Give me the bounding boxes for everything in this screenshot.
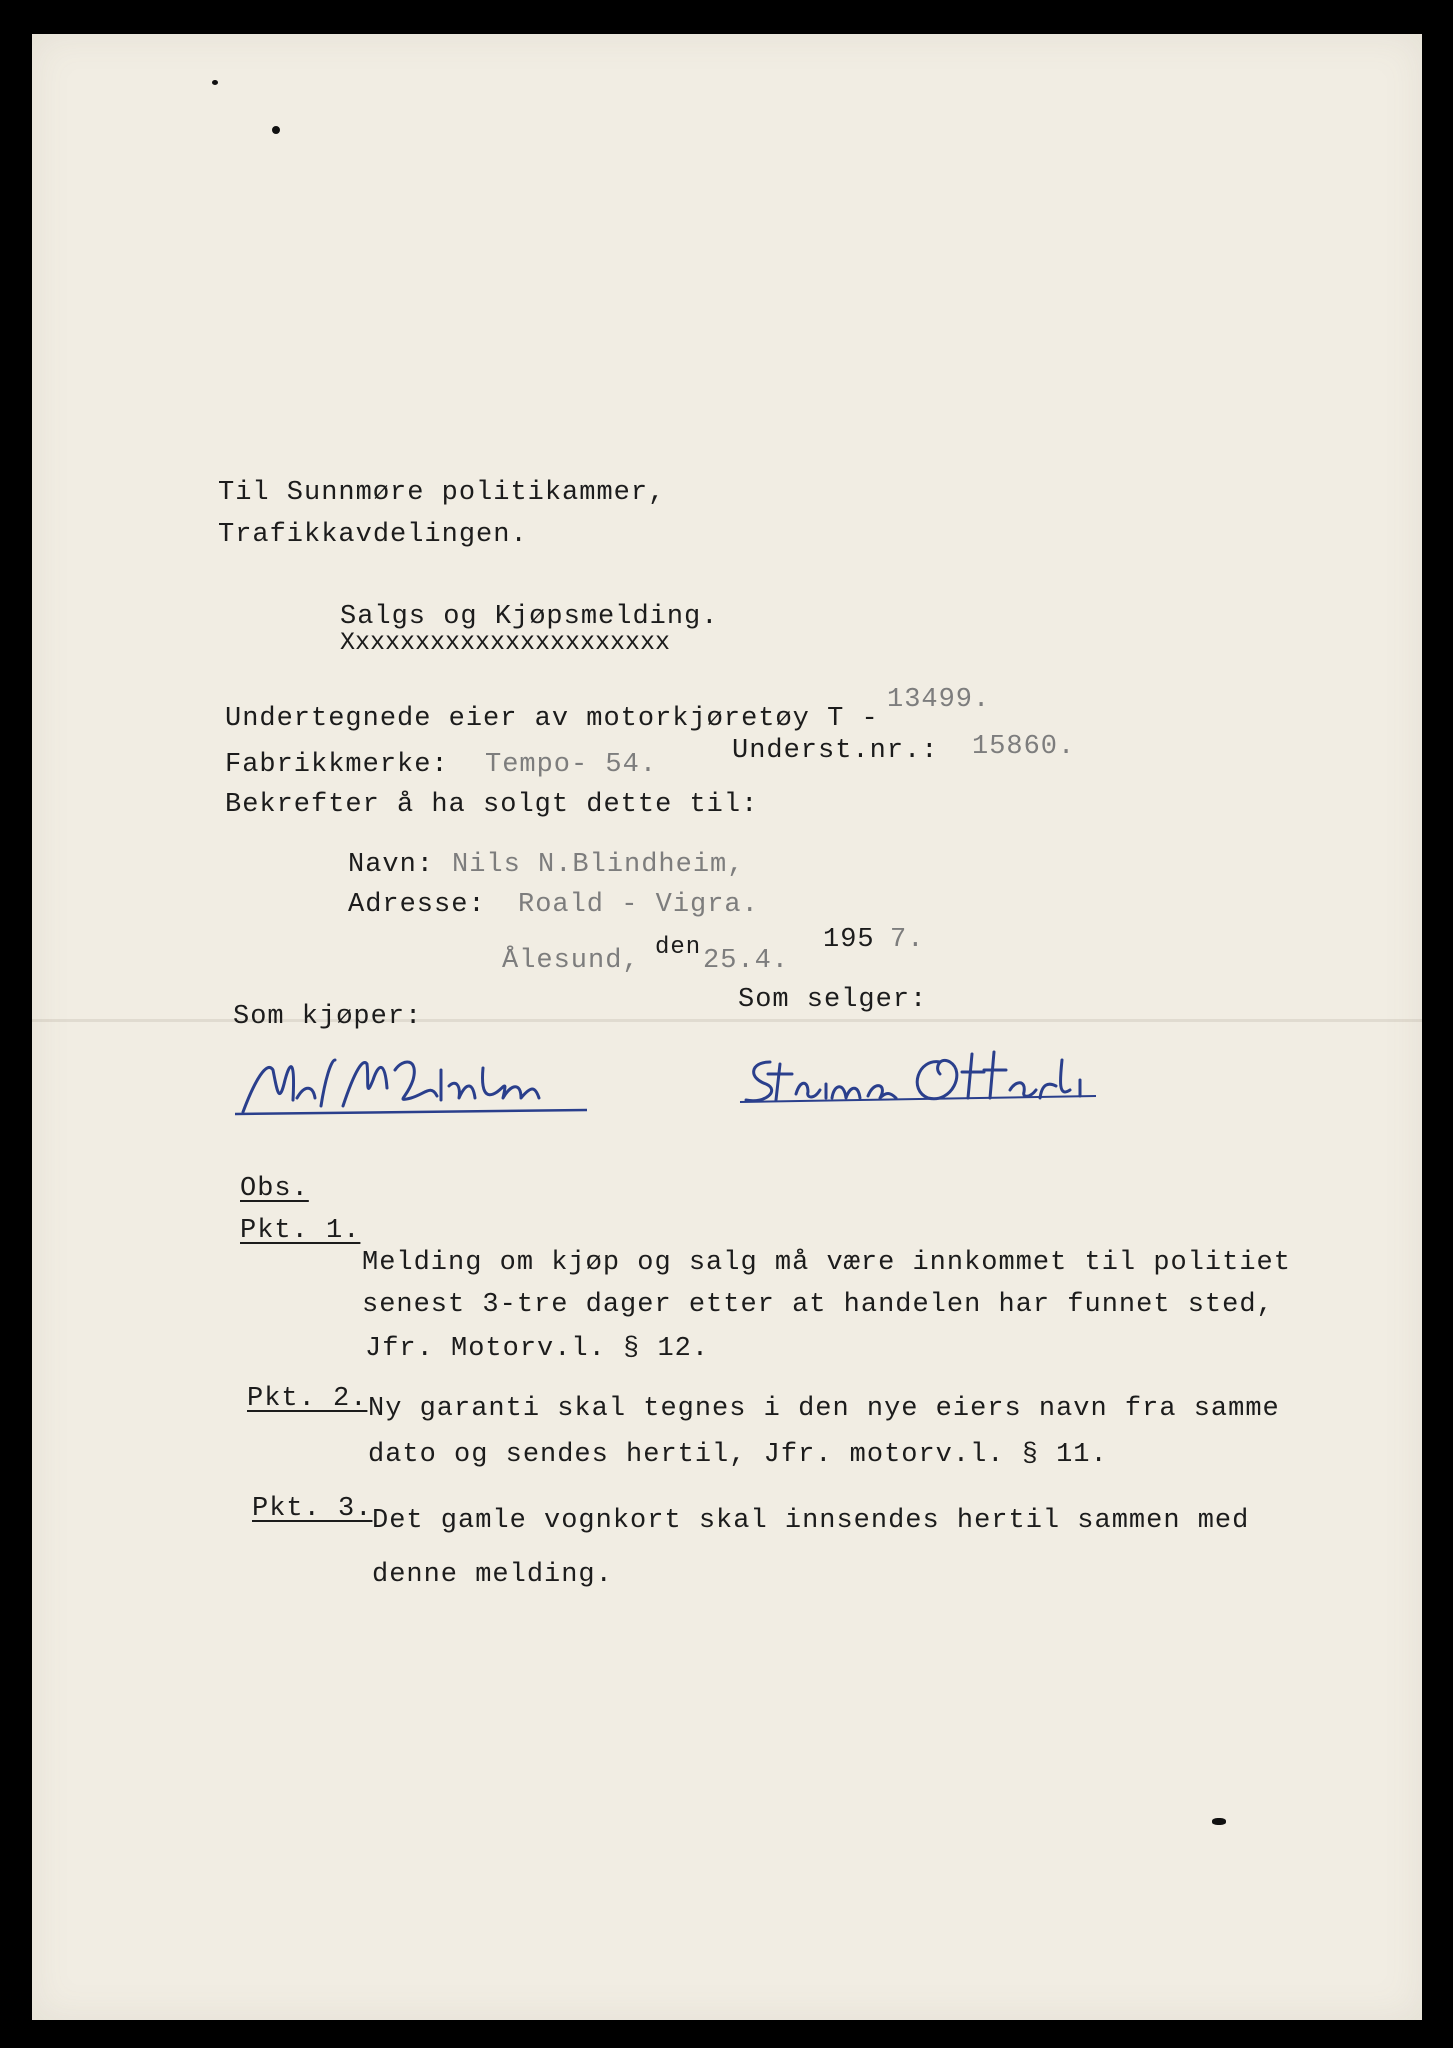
chassis-label: Underst.nr.: [732,736,939,766]
date-year-prefix: 195 [823,925,875,955]
ink-speck [212,80,218,85]
note-1-line-3: Jfr. Motorv.l. § 12. [365,1334,710,1364]
note-3-label: Pkt. 3. [252,1494,373,1524]
make-value: Tempo- 54. [485,750,658,780]
note-2-label: Pkt. 2. [247,1384,368,1414]
buyer-signature [235,1040,595,1120]
confirm-statement: Bekrefter å ha solgt dette til: [225,790,759,820]
owner-statement: Undertegnede eier av motorkjøretøy T - [225,704,879,734]
seller-signature [740,1040,1110,1110]
note-3-line-1: Det gamle vognkort skal innsendes hertil sammen med [372,1506,1250,1536]
document-title: Salgs og Kjøpsmelding. [340,602,719,632]
note-2-line-2: dato og sendes hertil, Jfr. motorv.l. § 11. [368,1440,1108,1470]
note-3-line-2: denne melding. [372,1560,613,1590]
chassis-value: 15860. [972,732,1076,762]
addressee-line-2: Trafikkavdelingen. [218,520,528,550]
title-strike-line: Xxxxxxxxxxxxxxxxxxxxxx [340,628,671,657]
make-label: Fabrikkmerke: [225,750,449,780]
note-1-label: Pkt. 1. [240,1216,361,1246]
note-1-line-1: Melding om kjøp og salg må være innkommet til politiet [362,1248,1291,1278]
note-1-line-2: senest 3-tre dager etter at handelen har funnet sted, [362,1290,1274,1320]
buyer-name-value: Nils N.Blindheim, [452,850,745,880]
ink-mark [1212,1818,1226,1825]
date-year-suffix: 7. [890,925,925,955]
note-2-line-1: Ny garanti skal tegnes i den nye eiers navn fra samme [368,1394,1280,1424]
buyer-name-label: Navn: [348,850,435,880]
date-den: den [655,934,702,961]
seller-signature-label: Som selger: [738,985,928,1015]
buyer-signature-label: Som kjøper: [233,1002,423,1032]
date-place: Ålesund, [502,946,640,976]
obs-heading: Obs. [240,1174,309,1204]
addressee-line-1: Til Sunnmøre politikammer, [218,478,666,508]
buyer-address-label: Adresse: [348,890,486,920]
registration-number: 13499. [887,685,991,715]
ink-speck [272,126,280,134]
buyer-address-value: Roald - Vigra. [518,890,759,920]
date-day-month: 25.4. [703,946,790,976]
